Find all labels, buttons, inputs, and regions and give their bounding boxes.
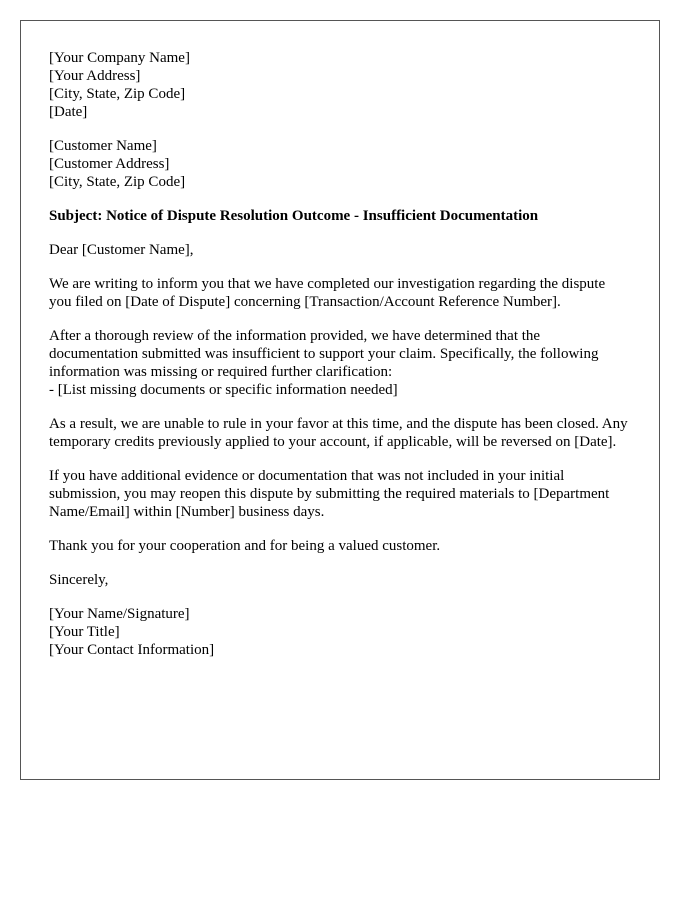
subject-line: Subject: Notice of Dispute Resolution Outcome - Insufficient Documentation (49, 208, 539, 224)
paragraph-review-block (49, 327, 629, 399)
missing-info-list-item: - [List missing documents or specific information needed] (49, 382, 398, 398)
recipient-city-state-zip: [City, State, Zip Code] (49, 174, 186, 190)
salutation: Dear [Customer Name], (49, 242, 194, 258)
paragraph-reopen: If you have additional evidence or documentation that was not included in your initial submission, you may reopen this dispute by submitting the required materials to [Department Name/Email] within [Number] business days. (49, 468, 610, 520)
letter-page (20, 20, 660, 780)
paragraph-outcome: As a result, we are unable to rule in your favor at this time, and the dispute has been closed. Any temporary credits previously applied to your account, if applicable, will be reversed on [Date]. (49, 416, 628, 450)
sender-block (49, 49, 629, 121)
recipient-block (49, 137, 629, 191)
recipient-name: [Customer Name] (49, 138, 157, 154)
letter-date: [Date] (49, 104, 88, 120)
sender-address: [Your Address] (49, 68, 141, 84)
closing: Sincerely, (49, 572, 109, 588)
signature-contact: [Your Contact Information] (49, 642, 215, 658)
sender-company: [Your Company Name] (49, 50, 190, 66)
signature-name: [Your Name/Signature] (49, 606, 190, 622)
paragraph-review: After a thorough review of the information provided, we have determined that the documentation submitted was insufficient to support your claim. Specifically, the following information was missing or required further clarification: (49, 328, 599, 380)
paragraph-thanks: Thank you for your cooperation and for being a valued customer. (49, 538, 441, 554)
signature-title: [Your Title] (49, 624, 120, 640)
signature-block (49, 605, 629, 659)
recipient-address: [Customer Address] (49, 156, 170, 172)
paragraph-investigation: We are writing to inform you that we have completed our investigation regarding the dispute you filed on [Date of Dispute] concerning [Transaction/Account Reference Number]. (49, 276, 606, 310)
letter-body (49, 49, 629, 675)
sender-city-state-zip: [City, State, Zip Code] (49, 86, 186, 102)
